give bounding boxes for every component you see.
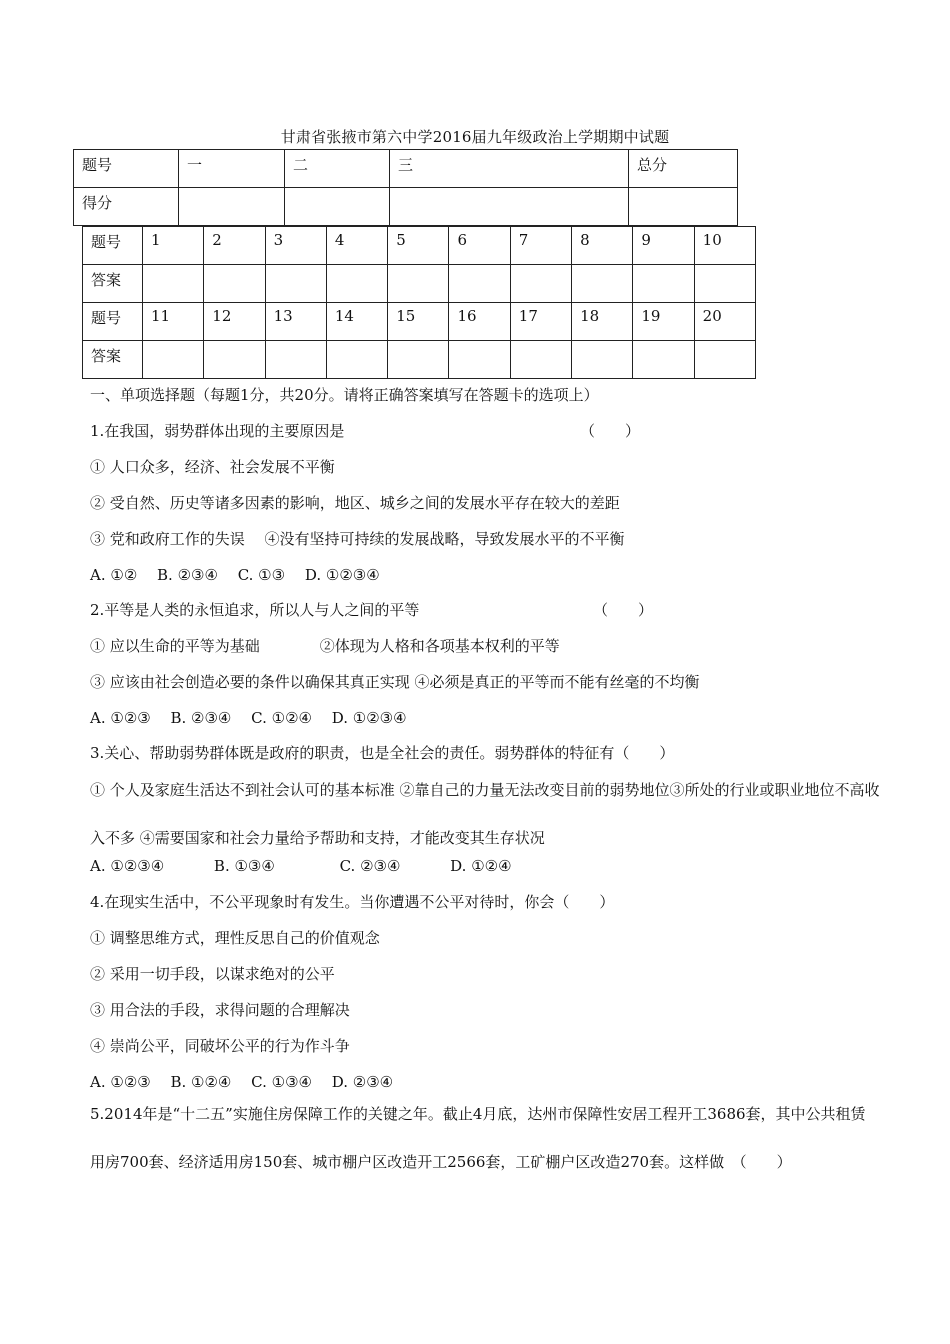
- answer-cell[interactable]: [572, 265, 633, 303]
- answer-cell[interactable]: [510, 341, 571, 379]
- answer-cell[interactable]: [633, 341, 694, 379]
- answer-cell[interactable]: [694, 341, 755, 379]
- score-row-label: 得分: [74, 188, 179, 226]
- question-number-cell: 9: [633, 227, 694, 265]
- score-header-cell: 三: [390, 150, 629, 188]
- answer-cell[interactable]: [326, 341, 387, 379]
- question-stem: 2.平等是人类的永恒追求，所以人与人之间的平等: [90, 601, 420, 619]
- score-input-cell[interactable]: [390, 188, 629, 226]
- question-number-cell: 14: [326, 303, 387, 341]
- score-table-header-row: [74, 150, 738, 188]
- option-line: ① 应以生命的平等为基础 ②体现为人格和各项基本权利的平等: [90, 637, 560, 655]
- answer-row-label: 题号: [83, 227, 143, 265]
- question-stem: 5.2014年是“十二五”实施住房保障工作的关键之年。截止4月底，达州市保障性安居工程开工3686套，其中公共租赁用房700套、经济适用房150套、城市棚户区改造开工2566套，工矿棚户区改造270套。这样做 （ ）: [90, 1105, 866, 1171]
- question-stem: 3.关心、帮助弱势群体既是政府的职责，也是全社会的责任。弱势群体的特征有（ ）: [90, 744, 675, 762]
- answer-cell[interactable]: [449, 341, 510, 379]
- option-line: ② 受自然、历史等诸多因素的影响，地区、城乡之间的发展水平存在较大的差距: [90, 494, 620, 512]
- answer-cell[interactable]: [510, 265, 571, 303]
- option-line: ② 采用一切手段，以谋求绝对的公平: [90, 965, 335, 983]
- score-input-cell[interactable]: [179, 188, 285, 226]
- question-number-cell: 8: [572, 227, 633, 265]
- choice-line: A. ①②③ B. ①②④ C. ①③④ D. ②③④: [90, 1073, 394, 1091]
- answer-table-row: [83, 303, 756, 341]
- answer-cell[interactable]: [694, 265, 755, 303]
- question-stem: 1.在我国，弱势群体出现的主要原因是: [90, 422, 345, 440]
- answer-paren: （ ）: [593, 601, 654, 619]
- page-title: 甘肃省张掖市第六中学2016届九年级政治上学期期中试题: [280, 128, 670, 146]
- answer-table-row: [83, 341, 756, 379]
- answer-cell[interactable]: [204, 341, 265, 379]
- question-number-cell: 11: [143, 303, 204, 341]
- score-header-cell: 总分: [629, 150, 738, 188]
- answer-row-label: 答案: [83, 265, 143, 303]
- score-header-cell: 一: [179, 150, 285, 188]
- answer-row-label: 题号: [83, 303, 143, 341]
- question-number-cell: 13: [265, 303, 326, 341]
- question-number-cell: 20: [694, 303, 755, 341]
- score-header-cell: 题号: [74, 150, 179, 188]
- answer-row-label: 答案: [83, 341, 143, 379]
- question-number-cell: 15: [388, 303, 449, 341]
- question-number-cell: 4: [326, 227, 387, 265]
- option-line: ① 调整思维方式，理性反思自己的价值观念: [90, 929, 380, 947]
- question-number-cell: 19: [633, 303, 694, 341]
- answer-cell[interactable]: [143, 341, 204, 379]
- option-line: ④ 崇尚公平，同破坏公平的行为作斗争: [90, 1037, 350, 1055]
- answer-cell[interactable]: [572, 341, 633, 379]
- question-number-cell: 12: [204, 303, 265, 341]
- section-heading: 一、单项选择题（每题1分，共20分。请将正确答案填写在答题卡的选项上）: [90, 386, 599, 404]
- option-line: ③ 应该由社会创造必要的条件以确保其真正实现 ④必须是真正的平等而不能有丝毫的不均衡: [90, 673, 700, 691]
- option-paragraph: ① 个人及家庭生活达不到社会认可的基本标准 ②靠自己的力量无法改变目前的弱势地位③所处的行业或职业地位不高收入不多 ④需要国家和社会力量给予帮助和支持，才能改变其生存状况: [90, 781, 880, 847]
- score-input-cell[interactable]: [629, 188, 738, 226]
- question-number-cell: 10: [694, 227, 755, 265]
- answer-paren: （ ）: [580, 422, 641, 440]
- question-number-cell: 2: [204, 227, 265, 265]
- answer-table: [82, 226, 756, 379]
- answer-cell[interactable]: [388, 341, 449, 379]
- answer-table-row: [83, 265, 756, 303]
- question-number-cell: 6: [449, 227, 510, 265]
- answer-cell[interactable]: [265, 265, 326, 303]
- answer-cell[interactable]: [388, 265, 449, 303]
- option-line: ③ 党和政府工作的失误 ④没有坚持可持续的发展战略，导致发展水平的不平衡: [90, 530, 625, 548]
- score-input-cell[interactable]: [285, 188, 390, 226]
- question-stem: 4.在现实生活中，不公平现象时有发生。当你遭遇不公平对待时，你会（ ）: [90, 893, 615, 911]
- answer-cell[interactable]: [265, 341, 326, 379]
- answer-cell[interactable]: [326, 265, 387, 303]
- score-header-cell: 二: [285, 150, 390, 188]
- choice-line: A. ①② B. ②③④ C. ①③ D. ①②③④: [90, 566, 380, 584]
- question-number-cell: 1: [143, 227, 204, 265]
- answer-cell[interactable]: [143, 265, 204, 303]
- answer-cell[interactable]: [204, 265, 265, 303]
- question-number-cell: 7: [510, 227, 571, 265]
- score-table: [73, 149, 738, 226]
- option-line: ① 人口众多，经济、社会发展不平衡: [90, 458, 335, 476]
- answer-table-row: [83, 227, 756, 265]
- question-number-cell: 16: [449, 303, 510, 341]
- question-number-cell: 17: [510, 303, 571, 341]
- choice-line: A. ①②③ B. ②③④ C. ①②④ D. ①②③④: [90, 709, 407, 727]
- answer-cell[interactable]: [449, 265, 510, 303]
- choice-line: A. ①②③④ B. ①③④ C. ②③④ D. ①②④: [90, 857, 512, 875]
- answer-cell[interactable]: [633, 265, 694, 303]
- score-table-score-row: [74, 188, 738, 226]
- question-number-cell: 3: [265, 227, 326, 265]
- question-number-cell: 5: [388, 227, 449, 265]
- question-number-cell: 18: [572, 303, 633, 341]
- option-line: ③ 用合法的手段，求得问题的合理解决: [90, 1001, 350, 1019]
